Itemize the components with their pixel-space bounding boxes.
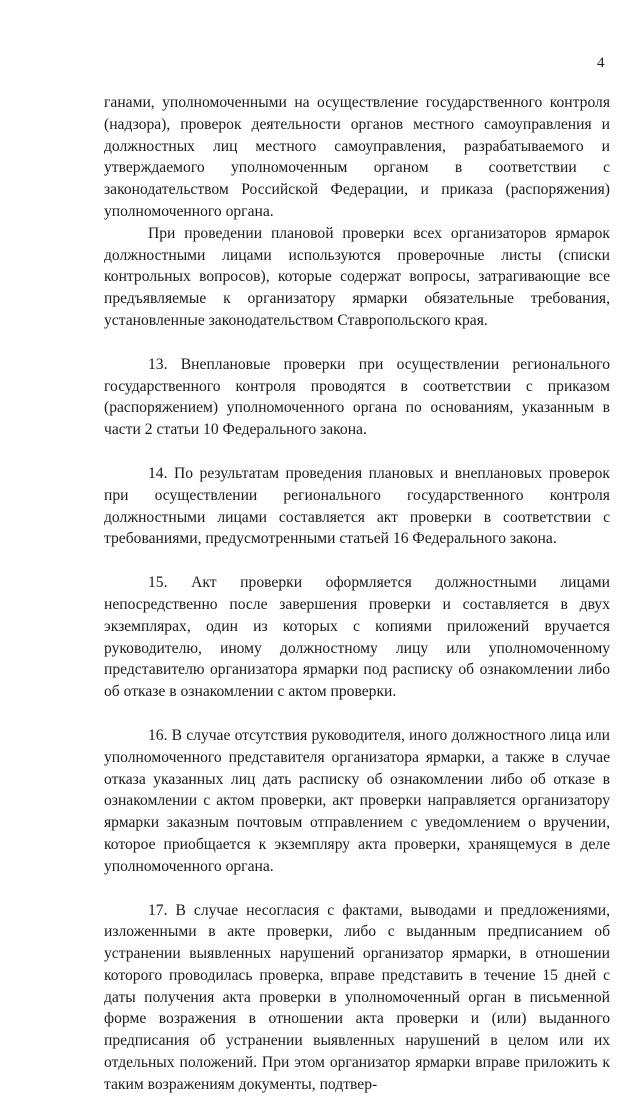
paragraph-gap (104, 550, 610, 572)
paragraph-gap (104, 703, 610, 725)
document-body (104, 92, 610, 1096)
paragraph-gap (104, 878, 610, 900)
page-number: 4 (597, 55, 605, 71)
paragraph-continuation: ганами, уполномоченными на осуществление государственного контроля (надзора), проверок деятельности органов местного самоуправления и должностных лиц местного самоуправления, разрабатываемого и утверждаемого уполномоченным органом в соответствии с законодательством Российской Федерации, и приказа (распоряжения) уполномоченного органа. (104, 94, 610, 220)
paragraph-15: 15. Акт проверки оформляется должностными лицами непосредственно после завершения проверки и составляется в двух экземплярах, один из которых с копиями приложений вручается руководителю, иному должностному лицу или уполномоченному представителю организатора ярмарки под расписку об ознакомлении либо об отказе в ознакомлении с актом проверки. (104, 574, 610, 701)
paragraph-gap (104, 441, 610, 463)
paragraph-gap (104, 332, 610, 354)
paragraph-16: 16. В случае отсутствия руководителя, иного должностного лица или уполномоченного представителя организатора ярмарки, а также в случае отказа указанных лиц дать расписку об ознакомлении либо об отказе в ознакомлении с актом проверки, акт проверки направляется организатору ярмарки заказным почтовым отправлением с уведомлением о вручении, которое приобщается к экземпляру акта проверки, хранящемуся в деле уполномоченного органа. (104, 726, 610, 875)
paragraph-14: 14. По результатам проведения плановых и внеплановых проверок при осуществлении регионального государственного контроля должностными лицами составляется акт проверки в соответствии с требованиями, предусмотренными статьей 16 Федерального закона. (104, 464, 610, 548)
paragraph-planned-inspection: При проведении плановой проверки всех организаторов ярмарок должностными лицами используются проверочные листы (списки контрольных вопросов), которые содержат вопросы, затрагивающие все предъявляемые к организатору ярмарки обязательные требования, установленные законодательством Ставропольского края. (104, 224, 610, 329)
paragraph-17: 17. В случае несогласия с фактами, выводами и предложениями, изложенными в акте проверки, либо с выданным предписанием об устранении выявленных нарушений организатор ярмарки, в отношении которого проводилась проверка, вправе представить в течение 15 дней с даты получения акта проверки в уполномоченный орган в письменной форме возражения в отношении акта проверки и (или) выданного предписания об устранении выявленных нарушений в целом или их отдельных положений. При этом организатор ярмарки вправе приложить к таким возражениям документы, подтвер- (104, 901, 610, 1093)
paragraph-13: 13. Внеплановые проверки при осуществлении регионального государственного контроля проводятся в соответствии с приказом (распоряжением) уполномоченного органа по основаниям, указанным в части 2 статьи 10 Федерального закона. (104, 355, 610, 439)
